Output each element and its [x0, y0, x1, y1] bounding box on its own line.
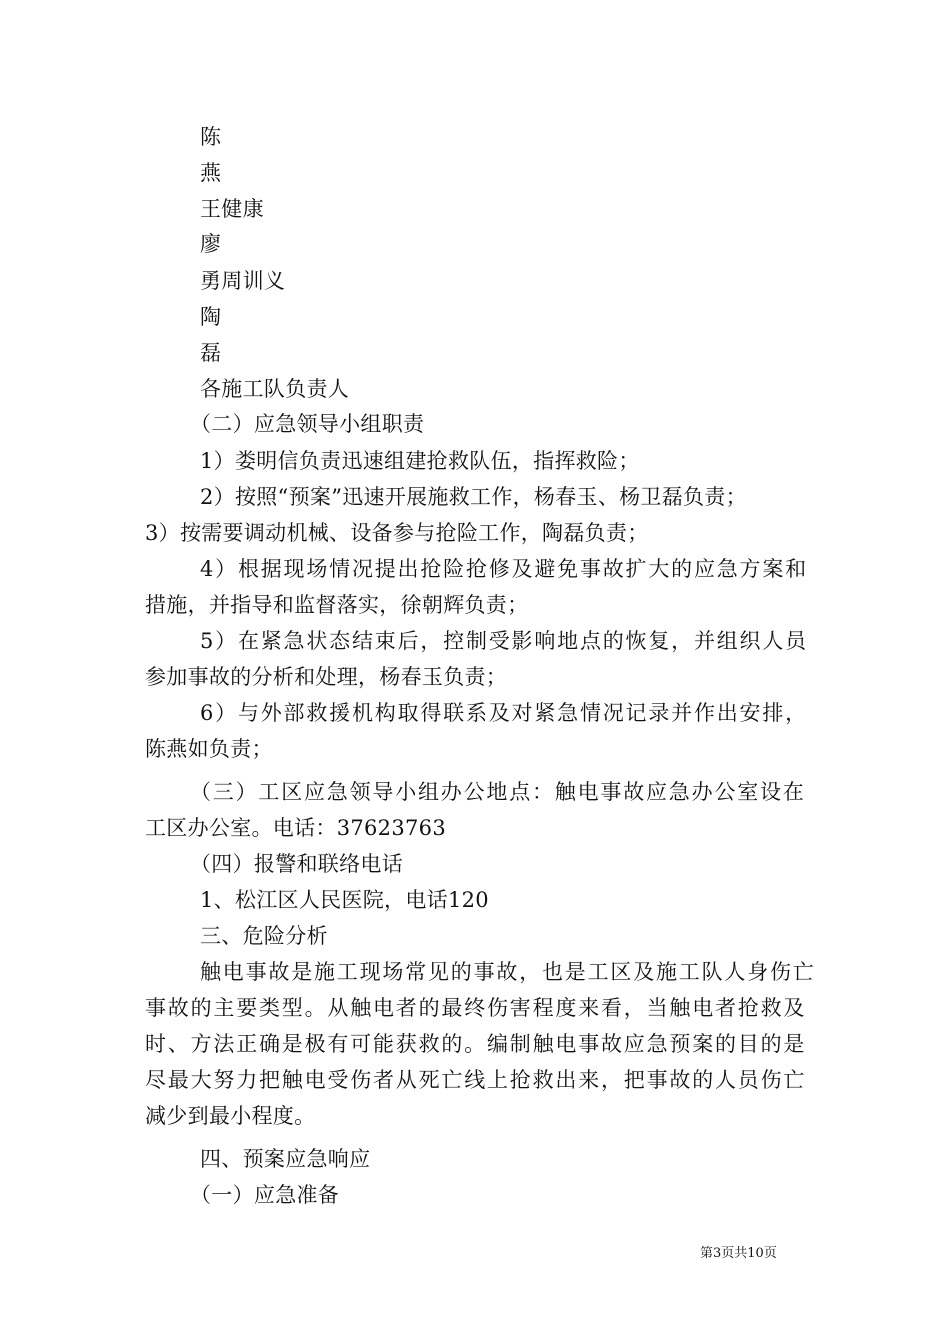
paragraph-line: 尽最大努力把触电受伤者从死亡线上抢救出来，把事故的人员伤亡	[145, 1068, 807, 1092]
paragraph-line: 6）与外部救援机构取得联系及对紧急情况记录并作出安排，	[200, 701, 808, 725]
section-heading-phones: （四）报警和联络电话	[190, 852, 403, 876]
paragraph-line: 触电事故是施工现场常见的事故，也是工区及施工队人身伤亡	[200, 960, 816, 984]
section-heading-preparation: （一）应急准备	[190, 1183, 340, 1207]
member-line-7: 磊	[200, 341, 222, 365]
paragraph-line: 3）按需要调动机械、设备参与抢险工作，陶磊负责；	[145, 521, 649, 545]
paragraph-line: 措施，并指导和监督落实，徐朝辉负责；	[145, 593, 529, 617]
member-line-5: 勇周训义	[200, 269, 286, 293]
member-line-3: 王健康	[200, 197, 264, 221]
section-heading-duties: （二）应急领导小组职责	[190, 412, 425, 436]
paragraph-line: 1、松江区人民医院，电话120	[200, 888, 489, 912]
member-line-8: 各施工队负责人	[200, 377, 350, 401]
member-line-4: 廖	[200, 232, 222, 256]
paragraph-line: 时、方法正确是极有可能获救的。编制触电事故应急预案的目的是	[145, 1032, 807, 1056]
paragraph-line: 2）按照“预案”迅速开展施救工作，杨春玉、杨卫磊负责；	[200, 485, 747, 509]
section-heading-office: （三）工区应急领导小组办公地点：触电事故应急办公室设在	[190, 780, 806, 804]
member-line-2: 燕	[200, 161, 222, 185]
section-heading-risk: 三、危险分析	[200, 924, 328, 948]
member-line-6: 陶	[200, 305, 222, 329]
section-heading-response: 四、预案应急响应	[200, 1147, 371, 1171]
paragraph-line: 事故的主要类型。从触电者的最终伤害程度来看，当触电者抢救及	[145, 996, 807, 1020]
paragraph-line: 1）娄明信负责迅速组建抢救队伍，指挥救险；	[200, 449, 640, 473]
member-line-1: 陈	[200, 125, 222, 149]
paragraph-line: 减少到最小程度。	[145, 1104, 316, 1128]
page-number-footer: 第3页共10页	[700, 1246, 777, 1261]
paragraph-line: 参加事故的分析和处理，杨春玉负责；	[145, 665, 508, 689]
paragraph-line: 工区办公室。电话：37623763	[145, 816, 446, 840]
paragraph-line: 4）根据现场情况提出抢险抢修及避免事故扩大的应急方案和	[200, 557, 808, 581]
paragraph-line: 5）在紧急状态结束后，控制受影响地点的恢复，并组织人员	[200, 629, 808, 653]
paragraph-line: 陈燕如负责；	[145, 737, 273, 761]
